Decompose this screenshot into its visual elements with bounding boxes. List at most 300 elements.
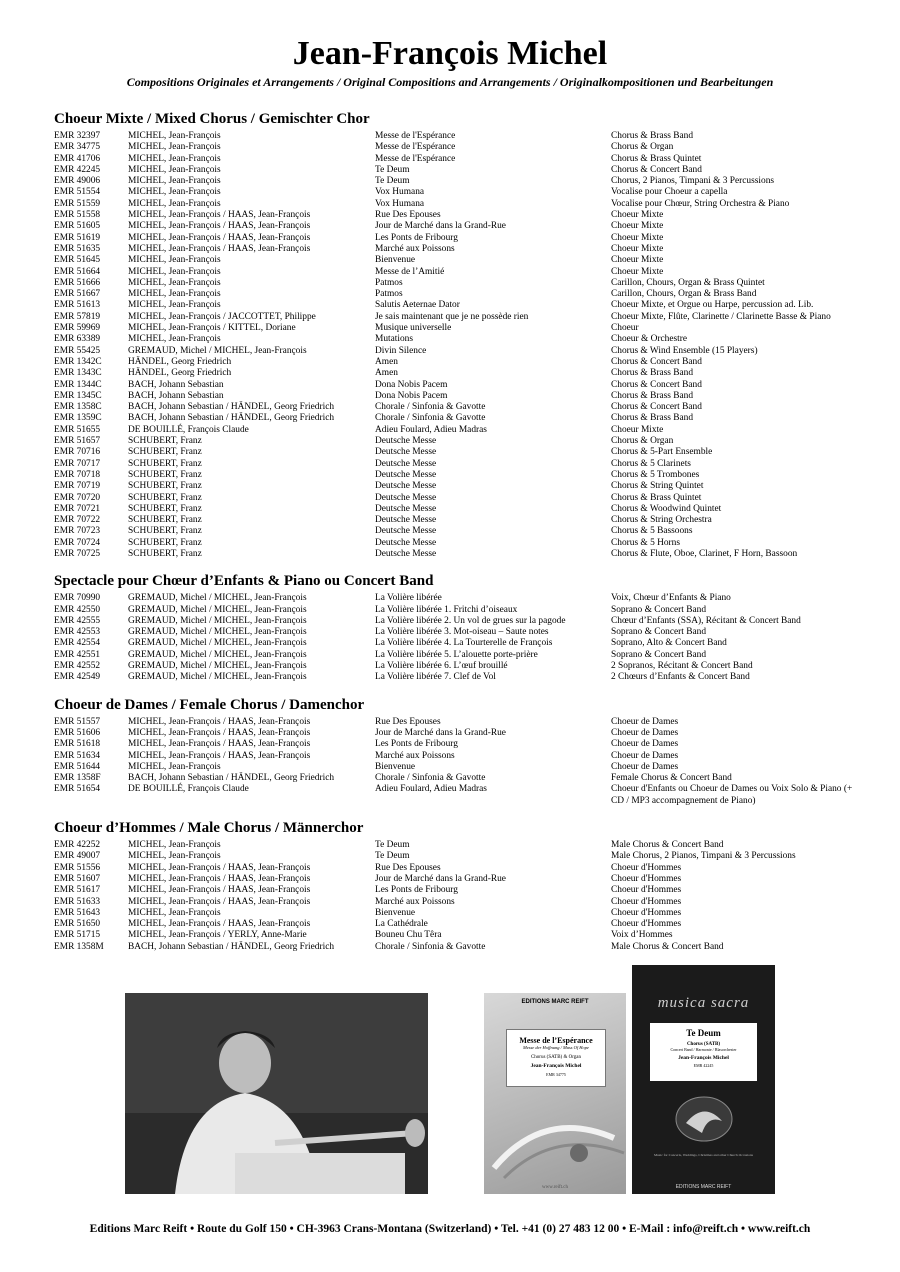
instrumentation: Choeur & Orchestre	[611, 334, 688, 345]
composer-name: MICHEL, Jean-François	[128, 761, 221, 772]
composer-name: MICHEL, Jean-François / HAAS, Jean-François	[128, 243, 311, 254]
work-title: Te Deum	[375, 851, 410, 862]
section-title: Choeur de Dames / Female Chorus / Damenchor	[54, 696, 365, 713]
composer-name: GREMAUD, Michel / MICHEL, Jean-François	[128, 627, 307, 638]
composer-name: BACH, Johann Sebastian	[128, 390, 224, 401]
composer-name: MICHEL, Jean-François / HAAS, Jean-François	[128, 232, 311, 243]
catalog-row	[54, 459, 854, 470]
work-title: Adieu Foulard, Adieu Madras	[375, 784, 487, 795]
work-title: Patmos	[375, 277, 403, 288]
catalog-row	[54, 784, 854, 807]
catalog-code: EMR 70716	[54, 447, 101, 458]
catalog-code: EMR 1359C	[54, 413, 102, 424]
catalog-row	[54, 233, 854, 244]
catalog-row	[54, 661, 854, 672]
composer-name: MICHEL, Jean-François / HAAS, Jean-François	[128, 862, 311, 873]
instrumentation: Chorus & Brass Band	[611, 390, 694, 401]
instrumentation: Choeur de Dames	[611, 739, 679, 750]
catalog-code: EMR 63389	[54, 334, 101, 345]
composer-name: MICHEL, Jean-François	[128, 907, 221, 918]
catalog-code: EMR 70718	[54, 469, 101, 480]
instrumentation: Choeur de Dames	[611, 761, 679, 772]
catalog-code: EMR 59969	[54, 323, 101, 334]
composer-name: DE BOUILLÉ, François Claude	[128, 784, 249, 795]
catalog-code: EMR 1344C	[54, 379, 102, 390]
catalog-row	[54, 221, 854, 232]
catalog-code: EMR 70724	[54, 537, 101, 548]
section-rows	[54, 593, 854, 683]
catalog-code: EMR 51554	[54, 187, 101, 198]
catalog-code: EMR 70990	[54, 593, 101, 604]
catalog-row	[54, 851, 854, 862]
work-title: Bienvenue	[375, 907, 416, 918]
instrumentation: Male Chorus & Concert Band	[611, 941, 724, 952]
catalog-code: EMR 70723	[54, 526, 101, 537]
catalog-code: EMR 42252	[54, 840, 101, 851]
instrumentation: Choeur Mixte, et Orgue ou Harpe, percussion ad. Lib.	[611, 300, 814, 311]
work-title: La Volière libérée 3. Mot-oiseau – Saute notes	[375, 627, 549, 638]
composer-name: MICHEL, Jean-François	[128, 289, 221, 300]
catalog-code: EMR 42553	[54, 627, 101, 638]
catalog-row	[54, 504, 854, 515]
composer-name: SCHUBERT, Franz	[128, 481, 202, 492]
catalog-row	[54, 165, 854, 176]
catalog-code: EMR 51666	[54, 277, 101, 288]
work-title: Deutsche Messe	[375, 515, 437, 526]
instrumentation: Chorus & Concert Band	[611, 356, 702, 367]
catalog-row	[54, 650, 854, 661]
work-title: Bienvenue	[375, 255, 416, 266]
catalog-row	[54, 751, 854, 762]
composer-name: SCHUBERT, Franz	[128, 526, 202, 537]
work-title: Deutsche Messe	[375, 481, 437, 492]
instrumentation: Chorus & 5 Trombones	[611, 469, 700, 480]
catalog-row	[54, 762, 854, 773]
instrumentation: Choeur d'Hommes	[611, 919, 682, 930]
instrumentation: Choeur d'Hommes	[611, 862, 682, 873]
instrumentation: Chorus & Concert Band	[611, 402, 702, 413]
catalog-code: EMR 51634	[54, 750, 101, 761]
instrumentation: Chorus & 5 Horns	[611, 537, 681, 548]
work-title: Rue Des Epouses	[375, 716, 441, 727]
tedeum-cover-note: Music for Concerts, Weddings, Christmas and other Church Occasions	[654, 1153, 753, 1157]
composer-name: GREMAUD, Michel / MICHEL, Jean-François	[128, 649, 307, 660]
catalog-code: EMR 51559	[54, 198, 101, 209]
tedeum-cover-series: musica sacra	[657, 995, 750, 1011]
tedeum-cover-publisher: EDITIONS MARC REIFT	[675, 1184, 732, 1190]
composer-name: MICHEL, Jean-François	[128, 198, 221, 209]
work-title: Marché aux Poissons	[375, 750, 455, 761]
instrumentation: Chorus & Brass Band	[611, 368, 694, 379]
work-title: Deutsche Messe	[375, 436, 437, 447]
instrumentation: Chorus & Concert Band	[611, 379, 702, 390]
catalog-row	[54, 154, 854, 165]
catalog-row	[54, 380, 854, 391]
catalog-code: EMR 34775	[54, 142, 101, 153]
catalog-row	[54, 897, 854, 908]
catalog-row	[54, 334, 854, 345]
composer-name: DE BOUILLÉ, François Claude	[128, 424, 249, 435]
catalog-code: EMR 51605	[54, 221, 101, 232]
composer-name: MICHEL, Jean-François	[128, 255, 221, 266]
work-title: Deutsche Messe	[375, 537, 437, 548]
catalog-code: EMR 70720	[54, 492, 101, 503]
instrumentation: 2 Chœurs d’Enfants & Concert Band	[611, 672, 750, 683]
work-title: Dona Nobis Pacem	[375, 379, 448, 390]
work-title: Bienvenue	[375, 761, 416, 772]
catalog-code: EMR 1343C	[54, 368, 102, 379]
instrumentation: Choeur Mixte	[611, 266, 664, 277]
composer-name: SCHUBERT, Franz	[128, 503, 202, 514]
catalog-code: EMR 51613	[54, 300, 101, 311]
work-title: Marché aux Poissons	[375, 896, 455, 907]
catalog-code: EMR 42549	[54, 672, 101, 683]
instrumentation: Male Chorus, 2 Pianos, Timpani & 3 Percussions	[611, 851, 796, 862]
angel-graphic	[672, 1093, 736, 1145]
composer-name: MICHEL, Jean-François	[128, 176, 221, 187]
work-title: Jour de Marché dans la Grand-Rue	[375, 727, 506, 738]
work-title: Les Ponts de Fribourg	[375, 232, 458, 243]
work-title: Chorale / Sinfonia & Gavotte	[375, 413, 486, 424]
work-title: La Volière libérée 6. L’œuf brouillé	[375, 661, 508, 672]
catalog-row	[54, 616, 854, 627]
instrumentation: Choeur	[611, 323, 639, 334]
work-title: Messe de l'Espérance	[375, 131, 456, 141]
work-title: Deutsche Messe	[375, 503, 437, 514]
instrumentation: Choeur de Dames	[611, 750, 679, 761]
catalog-code: EMR 1358F	[54, 773, 101, 784]
messe-cover-subtitle: Messe der Hoffnung / Mass Of Hope	[523, 1045, 589, 1050]
instrumentation: Chorus & 5 Clarinets	[611, 458, 691, 469]
catalog-code: EMR 1358C	[54, 402, 102, 413]
catalog-code: EMR 70721	[54, 503, 101, 514]
catalog-row	[54, 312, 854, 323]
instrumentation: Chorus & 5-Part Ensemble	[611, 447, 713, 458]
work-title: Deutsche Messe	[375, 526, 437, 537]
catalog-row	[54, 368, 854, 379]
composer-name: SCHUBERT, Franz	[128, 458, 202, 469]
composer-name: SCHUBERT, Franz	[128, 436, 202, 447]
work-title: Messe de l'Espérance	[375, 142, 456, 153]
catalog-code: EMR 42550	[54, 604, 101, 615]
composer-name: GREMAUD, Michel / MICHEL, Jean-François	[128, 345, 307, 356]
catalog-code: EMR 51644	[54, 761, 101, 772]
catalog-row	[54, 131, 854, 142]
work-title: Les Ponts de Fribourg	[375, 885, 458, 896]
composer-name: SCHUBERT, Franz	[128, 492, 202, 503]
messe-cover-scoring: Chorus (SATB) & Organ	[530, 1055, 582, 1060]
catalog-code: EMR 42245	[54, 164, 101, 175]
catalog-code: EMR 55425	[54, 345, 101, 356]
work-title: Messe de l’Amitié	[375, 266, 445, 277]
catalog-row	[54, 142, 854, 153]
catalog-row	[54, 526, 854, 537]
work-title: La Volière libérée 7. Clef de Vol	[375, 672, 496, 683]
instrumentation: Voix d’Hommes	[611, 930, 673, 941]
catalog-code: EMR 51557	[54, 716, 101, 727]
catalog-row	[54, 739, 854, 750]
work-title: Vox Humana	[375, 198, 425, 209]
tedeum-cover-title: Te Deum	[686, 1028, 721, 1038]
composer-name: SCHUBERT, Franz	[128, 515, 202, 526]
catalog-code: EMR 51655	[54, 424, 101, 435]
catalog-row	[54, 323, 854, 334]
instrumentation: Chorus & Wind Ensemble (15 Players)	[611, 345, 758, 356]
catalog-code: EMR 32397	[54, 131, 101, 141]
tedeum-cover	[632, 965, 775, 1194]
instrumentation: Choeur d'Hommes	[611, 907, 682, 918]
catalog-row	[54, 267, 854, 278]
composer-name: BACH, Johann Sebastian / HÄNDEL, Georg Friedrich	[128, 941, 335, 952]
messe-cover-title: Messe de l’Espérance	[519, 1036, 593, 1045]
work-title: Amen	[375, 356, 398, 367]
instrumentation: Soprano & Concert Band	[611, 627, 707, 638]
instrumentation: Chorus & String Quintet	[611, 481, 704, 492]
catalog-code: EMR 51558	[54, 210, 101, 221]
catalog-row	[54, 605, 854, 616]
catalog-row	[54, 728, 854, 739]
messe-cover	[484, 993, 626, 1194]
instrumentation: Vocalise pour Chœur, String Orchestra & Piano	[611, 198, 790, 209]
composer-name: GREMAUD, Michel / MICHEL, Jean-François	[128, 661, 307, 672]
work-title: La Cathédrale	[375, 919, 428, 930]
instrumentation: Chorus & Brass Band	[611, 131, 694, 141]
catalog-row	[54, 481, 854, 492]
composer-name: MICHEL, Jean-François	[128, 334, 221, 345]
treble-clef-graphic	[484, 1098, 626, 1183]
instrumentation: Chorus & String Orchestra	[611, 515, 712, 526]
catalog-code: EMR 51667	[54, 289, 101, 300]
instrumentation: Vocalise pour Choeur a capella	[611, 187, 728, 198]
work-title: Amen	[375, 368, 398, 379]
instrumentation: Soprano, Alto & Concert Band	[611, 638, 727, 649]
catalog-row	[54, 255, 854, 266]
composer-name: BACH, Johann Sebastian	[128, 379, 224, 390]
work-title: Jour de Marché dans la Grand-Rue	[375, 221, 506, 232]
work-title: La Volière libérée 4. La Tourterelle de François	[375, 638, 553, 649]
catalog-code: EMR 57819	[54, 311, 101, 322]
instrumentation: Voix, Chœur d’Enfants & Piano	[611, 593, 731, 604]
instrumentation: Chorus & Brass Quintet	[611, 492, 702, 503]
composer-name: MICHEL, Jean-François / HAAS, Jean-François	[128, 885, 311, 896]
composer-name: GREMAUD, Michel / MICHEL, Jean-François	[128, 604, 307, 615]
catalog-list	[54, 110, 854, 965]
catalog-row	[54, 278, 854, 289]
composer-name: MICHEL, Jean-François / HAAS, Jean-François	[128, 750, 311, 761]
composer-name: MICHEL, Jean-François / HAAS, Jean-François	[128, 739, 311, 750]
composer-name: MICHEL, Jean-François / HAAS, Jean-François	[128, 896, 311, 907]
work-title: Les Ponts de Fribourg	[375, 739, 458, 750]
instrumentation: Choeur d'Hommes	[611, 873, 682, 884]
composer-name: MICHEL, Jean-François	[128, 153, 221, 164]
work-title: Chorale / Sinfonia & Gavotte	[375, 402, 486, 413]
section-rows	[54, 717, 854, 807]
catalog-code: EMR 51643	[54, 907, 101, 918]
catalog-row	[54, 436, 854, 447]
work-title: Chorale / Sinfonia & Gavotte	[375, 941, 486, 952]
composer-name: MICHEL, Jean-François / JACCOTTET, Philippe	[128, 311, 316, 322]
work-title: Deutsche Messe	[375, 458, 437, 469]
composer-name: MICHEL, Jean-François	[128, 851, 221, 862]
catalog-row	[54, 210, 854, 221]
instrumentation: Choeur d'Hommes	[611, 896, 682, 907]
work-title: Deutsche Messe	[375, 447, 437, 458]
work-title: Je sais maintenant que je ne possède rien	[375, 311, 529, 322]
instrumentation: Choeur Mixte, Flûte, Clarinette / Clarinette Basse & Piano	[611, 311, 831, 322]
catalog-code: EMR 1358M	[54, 941, 104, 952]
composer-name: GREMAUD, Michel / MICHEL, Jean-François	[128, 593, 307, 604]
work-title: Deutsche Messe	[375, 469, 437, 480]
catalog-row	[54, 919, 854, 930]
instrumentation: Choeur d'Enfants ou Choeur de Dames ou Voix Solo & Piano (+ CD / MP3 accompagnement de Piano)	[611, 784, 853, 806]
catalog-row	[54, 840, 854, 851]
catalog-code: EMR 1345C	[54, 390, 102, 401]
instrumentation: Choeur de Dames	[611, 727, 679, 738]
catalog-code: EMR 70725	[54, 548, 101, 559]
catalog-code: EMR 51715	[54, 930, 101, 941]
work-title: Deutsche Messe	[375, 492, 437, 503]
composer-name: MICHEL, Jean-François	[128, 300, 221, 311]
section-rows	[54, 840, 854, 953]
work-title: Rue Des Epouses	[375, 210, 441, 221]
composer-name: BACH, Johann Sebastian / HÄNDEL, Georg Friedrich	[128, 413, 335, 424]
composer-name: GREMAUD, Michel / MICHEL, Jean-François	[128, 638, 307, 649]
composer-name: BACH, Johann Sebastian / HÄNDEL, Georg Friedrich	[128, 773, 335, 784]
tedeum-cover-code: EMR 42245	[693, 1063, 714, 1068]
catalog-code: EMR 42552	[54, 661, 101, 672]
catalog-code: EMR 42551	[54, 649, 101, 660]
page-subtitle: Compositions Originales et Arrangements / Original Compositions and Arrangements / Originalkompositionen und Bearbeitungen	[126, 75, 774, 89]
catalog-row	[54, 357, 854, 368]
catalog-row	[54, 346, 854, 357]
catalog-code: EMR 51617	[54, 885, 101, 896]
catalog-code: EMR 51657	[54, 436, 101, 447]
catalog-code: EMR 49006	[54, 176, 101, 187]
composer-name: SCHUBERT, Franz	[128, 537, 202, 548]
composer-name: SCHUBERT, Franz	[128, 469, 202, 480]
composer-photo-image	[125, 993, 428, 1194]
composer-photo	[125, 993, 428, 1194]
composer-name: MICHEL, Jean-François	[128, 164, 221, 175]
catalog-row	[54, 863, 854, 874]
instrumentation: Choeur d'Hommes	[611, 885, 682, 896]
catalog-code: EMR 1342C	[54, 356, 102, 367]
instrumentation: Male Chorus & Concert Band	[611, 840, 724, 851]
instrumentation: Carillon, Chours, Organ & Brass Band	[611, 289, 757, 300]
instrumentation: Chorus & Brass Band	[611, 413, 694, 424]
instrumentation: Chorus & Woodwind Quintet	[611, 503, 722, 514]
composer-name: MICHEL, Jean-François / HAAS, Jean-François	[128, 716, 311, 727]
catalog-code: EMR 51664	[54, 266, 101, 277]
composer-name: MICHEL, Jean-François / HAAS, Jean-François	[128, 210, 311, 221]
instrumentation: Female Chorus & Concert Band	[611, 773, 732, 784]
messe-cover-composer: Jean-François Michel	[530, 1063, 582, 1069]
work-title: La Volière libérée 1. Fritchi d’oiseaux	[375, 604, 518, 615]
catalog-code: EMR 51645	[54, 255, 101, 266]
catalog-code: EMR 51607	[54, 873, 101, 884]
composer-name: SCHUBERT, Franz	[128, 447, 202, 458]
messe-cover-web: www.reift.ch	[541, 1185, 569, 1190]
catalog-row	[54, 885, 854, 896]
work-title: La Volière libérée	[375, 593, 442, 604]
catalog-code: EMR 42555	[54, 615, 101, 626]
instrumentation: Chorus & Flute, Oboe, Clarinet, F Horn, Bassoon	[611, 548, 798, 559]
instrumentation: Soprano & Concert Band	[611, 604, 707, 615]
composer-name: MICHEL, Jean-François	[128, 142, 221, 153]
catalog-row	[54, 672, 854, 683]
catalog-row	[54, 244, 854, 255]
work-title: La Volière libérée 5. L’alouette porte-prière	[375, 649, 538, 660]
catalog-code: EMR 51635	[54, 243, 101, 254]
catalog-row	[54, 908, 854, 919]
catalog-code: EMR 51619	[54, 232, 101, 243]
work-title: Adieu Foulard, Adieu Madras	[375, 424, 487, 435]
catalog-row	[54, 470, 854, 481]
catalog-row	[54, 447, 854, 458]
work-title: Te Deum	[375, 176, 410, 187]
instrumentation: Chœur d’Enfants (SSA), Récitant & Concert Band	[611, 615, 801, 626]
composer-name: HÄNDEL, Georg Friedrich	[128, 356, 232, 367]
work-title: La Volière libérée 2. Un vol de grues sur la pagode	[375, 615, 566, 626]
catalog-code: EMR 51654	[54, 784, 101, 795]
composer-name: MICHEL, Jean-François	[128, 840, 221, 851]
catalog-row	[54, 493, 854, 504]
catalog-row	[54, 638, 854, 649]
work-title: Marché aux Poissons	[375, 243, 455, 254]
catalog-code: EMR 70717	[54, 458, 101, 469]
catalog-code: EMR 41706	[54, 153, 101, 164]
composer-name: MICHEL, Jean-François / KITTEL, Doriane	[128, 323, 296, 334]
composer-name: HÄNDEL, Georg Friedrich	[128, 368, 232, 379]
catalog-row	[54, 391, 854, 402]
composer-name: MICHEL, Jean-François	[128, 131, 221, 141]
tedeum-cover-composer: Jean-François Michel	[678, 1055, 729, 1061]
catalog-code: EMR 70722	[54, 515, 101, 526]
instrumentation: Chorus & 5 Bassoons	[611, 526, 693, 537]
composer-name: MICHEL, Jean-François / HAAS, Jean-François	[128, 873, 311, 884]
work-title: Messe de l'Espérance	[375, 153, 456, 164]
section-title: Choeur Mixte / Mixed Chorus / Gemischter Chor	[54, 111, 370, 127]
work-title: Musique universelle	[375, 323, 452, 334]
work-title: Jour de Marché dans la Grand-Rue	[375, 873, 506, 884]
composer-name: GREMAUD, Michel / MICHEL, Jean-François	[128, 672, 307, 683]
catalog-row	[54, 402, 854, 413]
composer-name: BACH, Johann Sebastian / HÄNDEL, Georg Friedrich	[128, 402, 335, 413]
catalog-row	[54, 593, 854, 604]
composer-name: MICHEL, Jean-François / HAAS, Jean-François	[128, 919, 311, 930]
footer-contact: Editions Marc Reift • Route du Golf 150 • CH-3963 Crans-Montana (Switzerland) • Tel. +41 (0) 27 483 12 00 • E-Mail : info@reift.ch • www.reift.ch	[89, 1223, 811, 1235]
composer-name: MICHEL, Jean-François / YERLY, Anne-Marie	[128, 930, 307, 941]
catalog-code: EMR 49007	[54, 851, 101, 862]
work-title: Mutations	[375, 334, 414, 345]
instrumentation: Choeur Mixte	[611, 221, 664, 232]
catalog-row	[54, 930, 854, 941]
composer-name: GREMAUD, Michel / MICHEL, Jean-François	[128, 615, 307, 626]
instrumentation: Choeur Mixte	[611, 210, 664, 221]
instrumentation: Carillon, Chours, Organ & Brass Quintet	[611, 277, 765, 288]
instrumentation: Choeur Mixte	[611, 243, 664, 254]
instrumentation: Soprano & Concert Band	[611, 649, 707, 660]
catalog-code: EMR 70719	[54, 481, 101, 492]
section-title: Choeur d’Hommes / Male Chorus / Männerchor	[54, 820, 364, 837]
catalog-row	[54, 549, 854, 560]
instrumentation: Chorus & Brass Quintet	[611, 153, 702, 164]
catalog-row	[54, 874, 854, 885]
catalog-code: EMR 51606	[54, 727, 101, 738]
work-title: Chorale / Sinfonia & Gavotte	[375, 773, 486, 784]
catalog-row	[54, 717, 854, 728]
work-title: Patmos	[375, 289, 403, 300]
